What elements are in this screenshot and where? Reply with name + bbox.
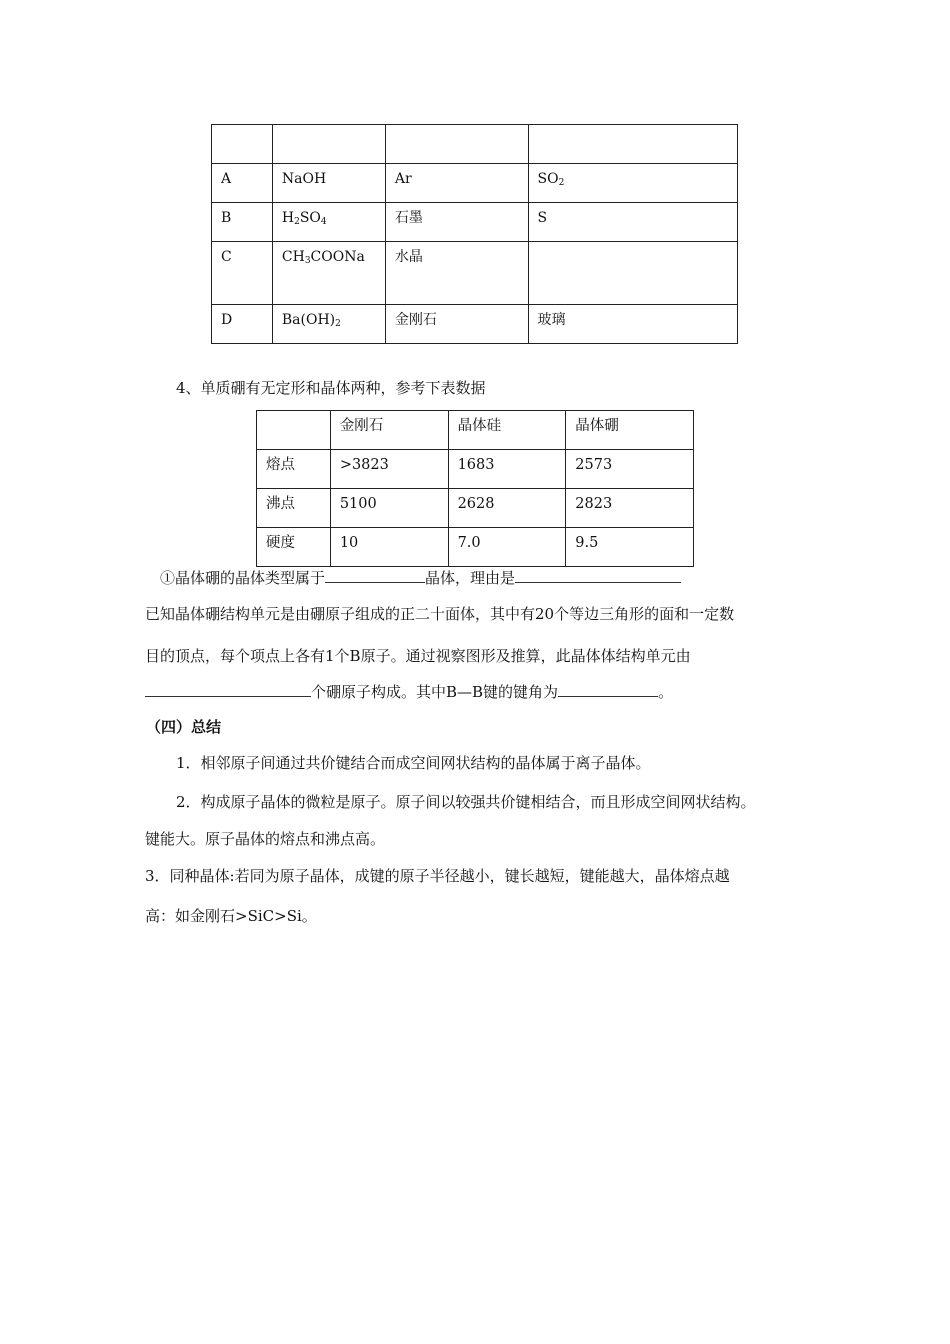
table-cell: 2628 <box>448 489 566 528</box>
table-cell <box>528 305 738 344</box>
table-cell <box>272 203 385 242</box>
table-cell: Ar <box>385 164 528 203</box>
table-row <box>212 125 738 164</box>
table-cell <box>528 242 738 305</box>
row-label: A <box>212 164 273 203</box>
table-cell: 7.0 <box>448 528 566 567</box>
formula-subscript: 2 <box>294 217 300 227</box>
answer-blank[interactable] <box>515 568 681 583</box>
formula-text: SO <box>299 210 321 226</box>
table-cell: 1683 <box>448 450 566 489</box>
table-row <box>212 203 738 242</box>
paragraph-text: 个硼原子构成。其中B—B键的键角为 <box>311 683 559 701</box>
summary-item: 3．同种晶体:若同为原子晶体，成键的原子半径越小，键长越短，键能越大，晶体熔点越 <box>145 867 730 885</box>
table-row <box>257 450 694 489</box>
table-header-row <box>257 411 694 450</box>
formula-subscript: 2 <box>335 319 341 329</box>
row-label: 熔点 <box>257 450 331 489</box>
formula-text: 玻璃 <box>537 312 566 328</box>
table-cell: 金刚石 <box>385 305 528 344</box>
formula-text: Ba(OH) <box>281 312 336 328</box>
table-cell <box>528 125 738 164</box>
summary-item-continued: 键能大。原子晶体的熔点和沸点高。 <box>145 830 386 848</box>
answer-blank[interactable] <box>145 682 311 697</box>
paragraph-line <box>145 682 673 702</box>
table-cell: 石墨 <box>385 203 528 242</box>
formula-text: NaOH <box>281 171 327 187</box>
table-cell: 2573 <box>566 450 694 489</box>
table-cell: 2823 <box>566 489 694 528</box>
table-cell <box>272 164 385 203</box>
row-label: B <box>212 203 273 242</box>
table-row <box>212 305 738 344</box>
row-label: 沸点 <box>257 489 331 528</box>
question-4-part-1 <box>160 568 681 588</box>
boron-data-table <box>256 410 694 567</box>
table-row <box>257 528 694 567</box>
table-cell <box>528 203 738 242</box>
paragraph-text: 。 <box>658 683 674 701</box>
formula-text: SO <box>537 171 559 187</box>
question-4-intro: 4、单质硼有无定形和晶体两种，参考下表数据 <box>176 379 486 397</box>
table-cell <box>528 164 738 203</box>
table-header-cell: 晶体硼 <box>566 411 694 450</box>
table-header-cell <box>257 411 331 450</box>
table-header-cell: 晶体硅 <box>448 411 566 450</box>
formula-text: S <box>537 210 548 226</box>
section-heading: （四）总结 <box>146 718 222 736</box>
summary-item: 1．相邻原子间通过共价键结合而成空间网状结构的晶体属于离子晶体。 <box>176 754 651 772</box>
table-cell: >3823 <box>330 450 448 489</box>
answer-blank[interactable] <box>325 568 425 583</box>
table-row <box>212 242 738 305</box>
paragraph-line: 已知晶体硼结构单元是由硼原子组成的正二十面体，其中有20个等边三角形的面和一定数 <box>145 605 735 623</box>
table-cell <box>385 125 528 164</box>
formula-subscript: 2 <box>558 178 565 188</box>
formula-subscript: 3 <box>304 256 311 266</box>
compound-table <box>211 124 738 344</box>
row-label: D <box>212 305 273 344</box>
table-header-cell: 金刚石 <box>330 411 448 450</box>
row-label: 硬度 <box>257 528 331 567</box>
question-text: 晶体，理由是 <box>425 569 516 587</box>
summary-item-continued: 高：如金刚石>SiC>Si。 <box>145 907 317 925</box>
row-label: C <box>212 242 273 305</box>
table-cell: 水晶 <box>385 242 528 305</box>
table-cell: 10 <box>330 528 448 567</box>
table-cell <box>272 305 385 344</box>
answer-blank[interactable] <box>558 682 658 697</box>
table-row <box>257 489 694 528</box>
table-row <box>212 164 738 203</box>
table-cell: 9.5 <box>566 528 694 567</box>
summary-item: 2．构成原子晶体的微粒是原子。原子间以较强共价键相结合，而且形成空间网状结构。 <box>176 793 756 811</box>
formula-text: COONa <box>310 249 365 265</box>
table-cell <box>212 125 273 164</box>
table-cell <box>272 125 385 164</box>
formula-text: H <box>281 210 295 226</box>
formula-subscript: 4 <box>320 217 327 227</box>
formula-text: CH <box>281 249 305 265</box>
table-cell: 5100 <box>330 489 448 528</box>
question-text: ①晶体硼的晶体类型属于 <box>160 569 326 587</box>
paragraph-line: 目的顶点，每个项点上各有1个B原子。通过视察图形及推算，此晶体体结构单元由 <box>145 647 691 665</box>
table-cell <box>272 242 385 305</box>
